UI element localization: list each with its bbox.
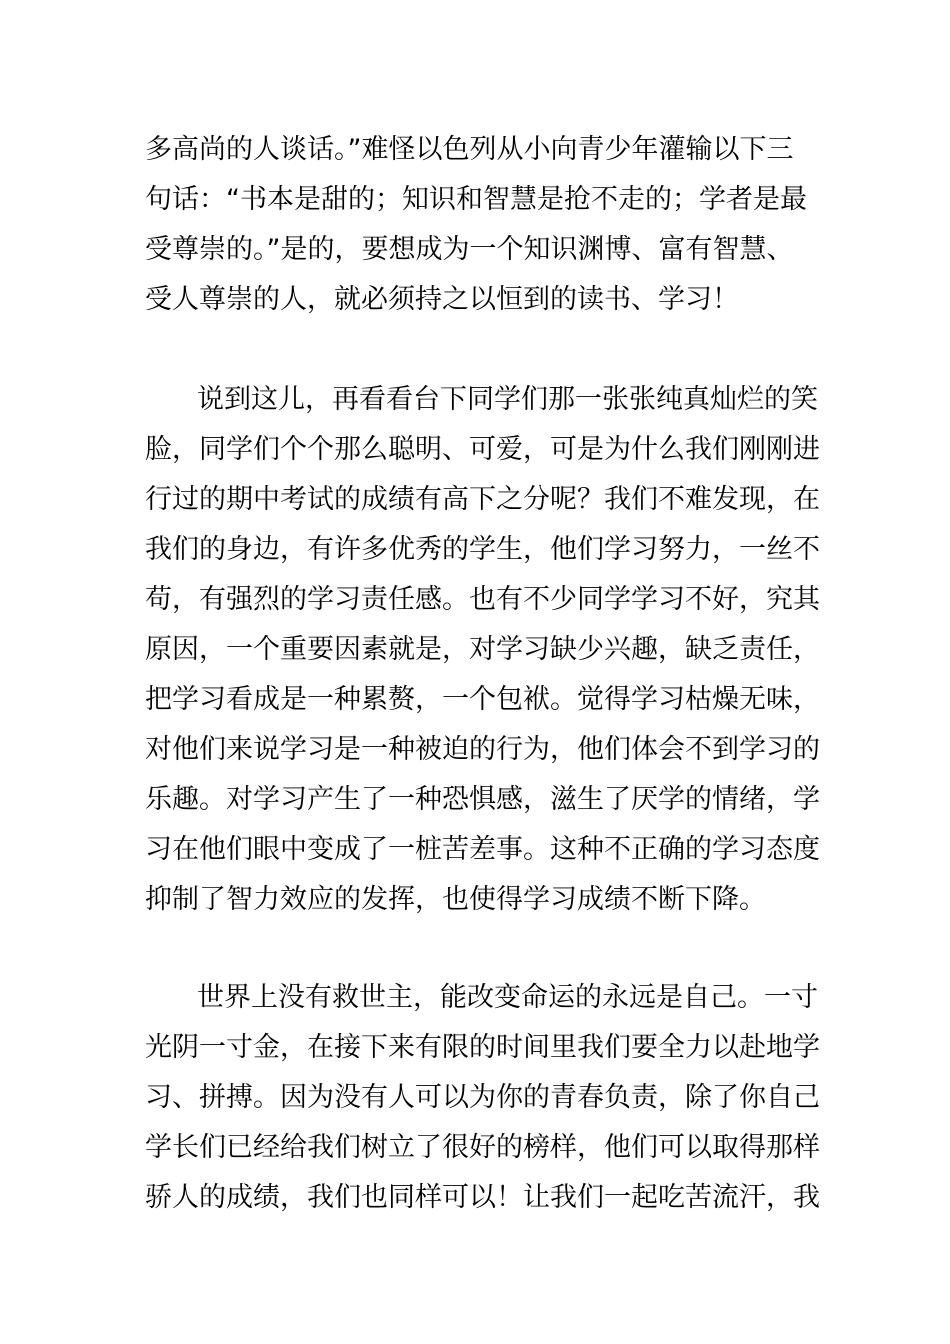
text-line: 多高尚的人谈话。”难怪以色列从小向青少年灌输以下三: [145, 134, 794, 165]
text-line: 世界上没有救世主，能改变命运的永远是自己。一寸: [197, 982, 818, 1013]
text-line: 抑制了智力效应的发挥，也使得学习成绩不断下降。: [145, 884, 766, 915]
text-line: 脸，同学们个个那么聪明、可爱，可是为什么我们刚刚进: [145, 434, 820, 465]
text-line: 把学习看成是一种累赘，一个包袱。觉得学习枯燥无味，: [145, 684, 820, 715]
text-line: 习在他们眼中变成了一桩苦差事。这种不正确的学习态度: [145, 834, 820, 865]
text-line: 学长们已经给我们树立了很好的榜样，他们可以取得那样: [145, 1132, 820, 1163]
text-line: 对他们来说学习是一种被迫的行为，他们体会不到学习的: [145, 734, 820, 765]
text-line: 句话：“书本是甜的；知识和智慧是抢不走的；学者是最: [145, 184, 807, 215]
text-line: 受人尊崇的人，就必须持之以恒到的读书、学习！: [145, 284, 739, 315]
text-line: 原因，一个重要因素就是，对学习缺少兴趣，缺乏责任，: [145, 634, 820, 665]
text-line: 光阴一寸金，在接下来有限的时间里我们要全力以赴地学: [145, 1032, 820, 1063]
text-line: 骄人的成绩，我们也同样可以！让我们一起吃苦流汗，我: [145, 1182, 820, 1213]
text-line: 受尊崇的。”是的，要想成为一个知识渊博、富有智慧、: [145, 234, 794, 265]
text-line: 苟，有强烈的学习责任感。也有不少同学学习不好，究其: [145, 584, 820, 615]
text-line: 行过的期中考试的成绩有高下之分呢？我们不难发现，在: [145, 484, 820, 515]
text-line: 说到这儿，再看看台下同学们那一张张纯真灿烂的笑: [197, 384, 818, 415]
text-line: 乐趣。对学习产生了一种恐惧感，滋生了厌学的情绪，学: [145, 784, 820, 815]
text-line: 我们的身边，有许多优秀的学生，他们学习努力，一丝不: [145, 534, 820, 565]
text-line: 习、拼搏。因为没有人可以为你的青春负责，除了你自己: [145, 1082, 820, 1113]
